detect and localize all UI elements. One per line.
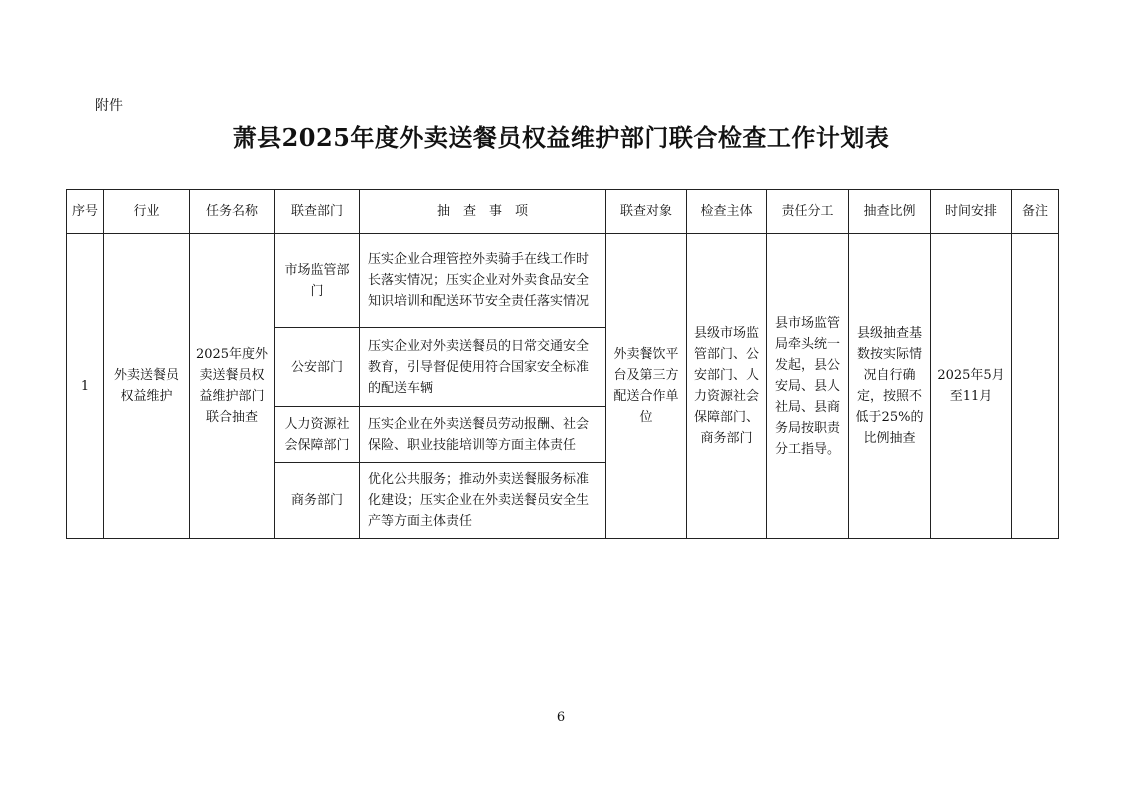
cell-dept-commerce: 商务部门 — [275, 463, 360, 539]
cell-dept-police: 公安部门 — [275, 328, 360, 407]
page-number: 6 — [556, 710, 566, 725]
cell-seq: 1 — [67, 234, 104, 539]
header-ratio: 抽查比例 — [849, 190, 931, 234]
cell-task: 2025年度外卖送餐员权益维护部门联合抽查 — [190, 234, 275, 539]
cell-subject: 县级市场监管部门、公安部门、人力资源社会保障部门、商务部门 — [687, 234, 767, 539]
cell-items-police: 压实企业对外卖送餐员的日常交通安全教育，引导督促使用符合国家安全标准的配送车辆 — [360, 328, 606, 407]
header-row — [67, 190, 1059, 234]
cell-industry: 外卖送餐员权益维护 — [104, 234, 190, 539]
cell-note — [1012, 234, 1059, 539]
header-subject: 检查主体 — [687, 190, 767, 234]
header-target: 联查对象 — [606, 190, 687, 234]
header-task: 任务名称 — [190, 190, 275, 234]
header-note: 备注 — [1012, 190, 1059, 234]
header-industry: 行业 — [104, 190, 190, 234]
cell-dept-hr: 人力资源社会保障部门 — [275, 407, 360, 463]
header-items: 抽 查 事 项 — [360, 190, 606, 234]
header-seq: 序号 — [67, 190, 104, 234]
cell-items-commerce: 优化公共服务；推动外卖送餐服务标准化建设；压实企业在外卖送餐员安全生产等方面主体责任 — [360, 463, 606, 539]
cell-ratio: 县级抽查基数按实际情况自行确定，按照不低于25%的比例抽查 — [849, 234, 931, 539]
header-schedule: 时间安排 — [931, 190, 1012, 234]
table-row — [67, 234, 1059, 328]
attachment-label: 附件 — [95, 98, 123, 114]
cell-duty: 县市场监管局牵头统一发起，县公安局、县人社局、县商务局按职责分工指导。 — [767, 234, 849, 539]
cell-target: 外卖餐饮平台及第三方配送合作单位 — [606, 234, 687, 539]
inspection-plan-table — [66, 189, 1059, 539]
header-dept: 联查部门 — [275, 190, 360, 234]
cell-schedule: 2025年5月至11月 — [931, 234, 1012, 539]
cell-dept-market: 市场监管部门 — [275, 234, 360, 328]
document-title: 萧县2025年度外卖送餐员权益维护部门联合检查工作计划表 — [232, 123, 890, 152]
cell-items-hr: 压实企业在外卖送餐员劳动报酬、社会保险、职业技能培训等方面主体责任 — [360, 407, 606, 463]
cell-items-market: 压实企业合理管控外卖骑手在线工作时长落实情况；压实企业对外卖食品安全知识培训和配送环节安全责任落实情况 — [360, 234, 606, 328]
header-duty: 责任分工 — [767, 190, 849, 234]
